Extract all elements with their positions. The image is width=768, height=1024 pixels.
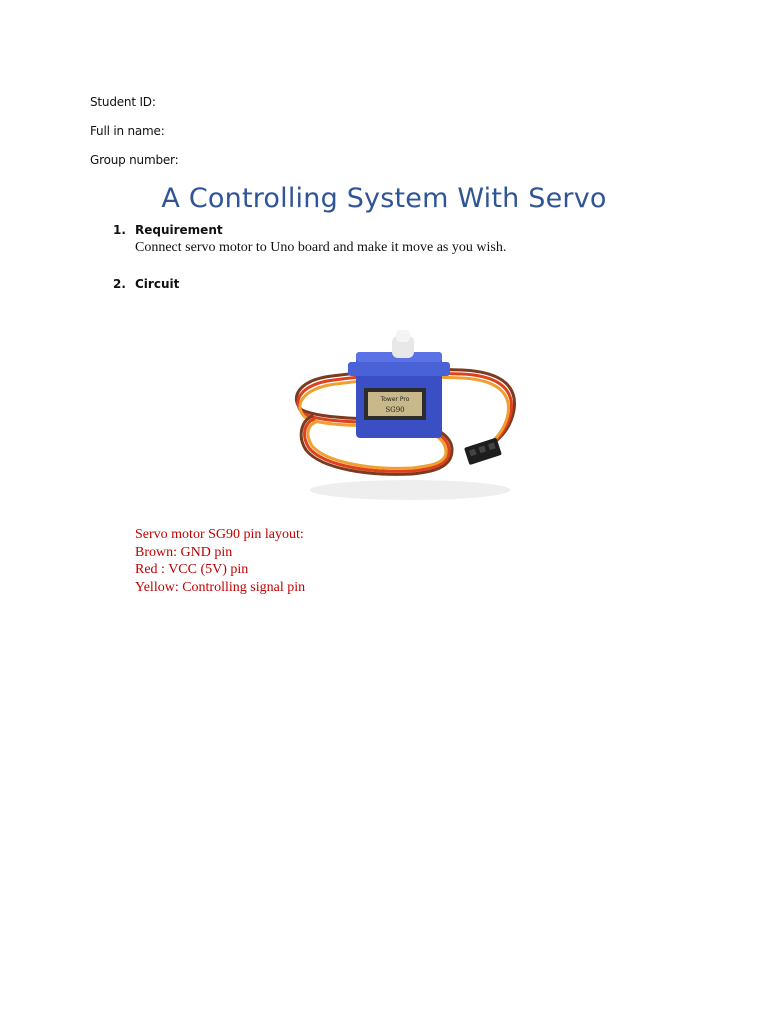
servo-motor-image bbox=[292, 300, 524, 520]
full-name-label: Full in name: bbox=[90, 124, 165, 138]
pin-yellow: Yellow: Controlling signal pin bbox=[135, 580, 306, 596]
student-id-label: Student ID: bbox=[90, 95, 156, 109]
pin-layout-notes bbox=[135, 526, 305, 597]
document-title: A Controlling System With Servo bbox=[161, 183, 607, 214]
section-requirement-heading bbox=[113, 223, 223, 237]
section-number: 1. bbox=[113, 223, 126, 237]
section-heading: Requirement bbox=[135, 223, 223, 237]
pin-brown: Brown: GND pin bbox=[135, 544, 233, 560]
servo-motor-icon bbox=[292, 300, 524, 520]
servo-label-brand: Tower Pro bbox=[380, 396, 410, 403]
group-number-label: Group number: bbox=[90, 153, 179, 167]
servo-label-model: SG90 bbox=[385, 406, 405, 414]
pin-red: Red : VCC (5V) pin bbox=[135, 562, 249, 578]
requirement-text: Connect servo motor to Uno board and make it move as you wish. bbox=[135, 240, 507, 255]
section-circuit-heading bbox=[113, 277, 179, 291]
pin-layout-heading: Servo motor SG90 pin layout: bbox=[135, 527, 304, 542]
section-number: 2. bbox=[113, 277, 126, 291]
section-heading: Circuit bbox=[135, 277, 180, 291]
